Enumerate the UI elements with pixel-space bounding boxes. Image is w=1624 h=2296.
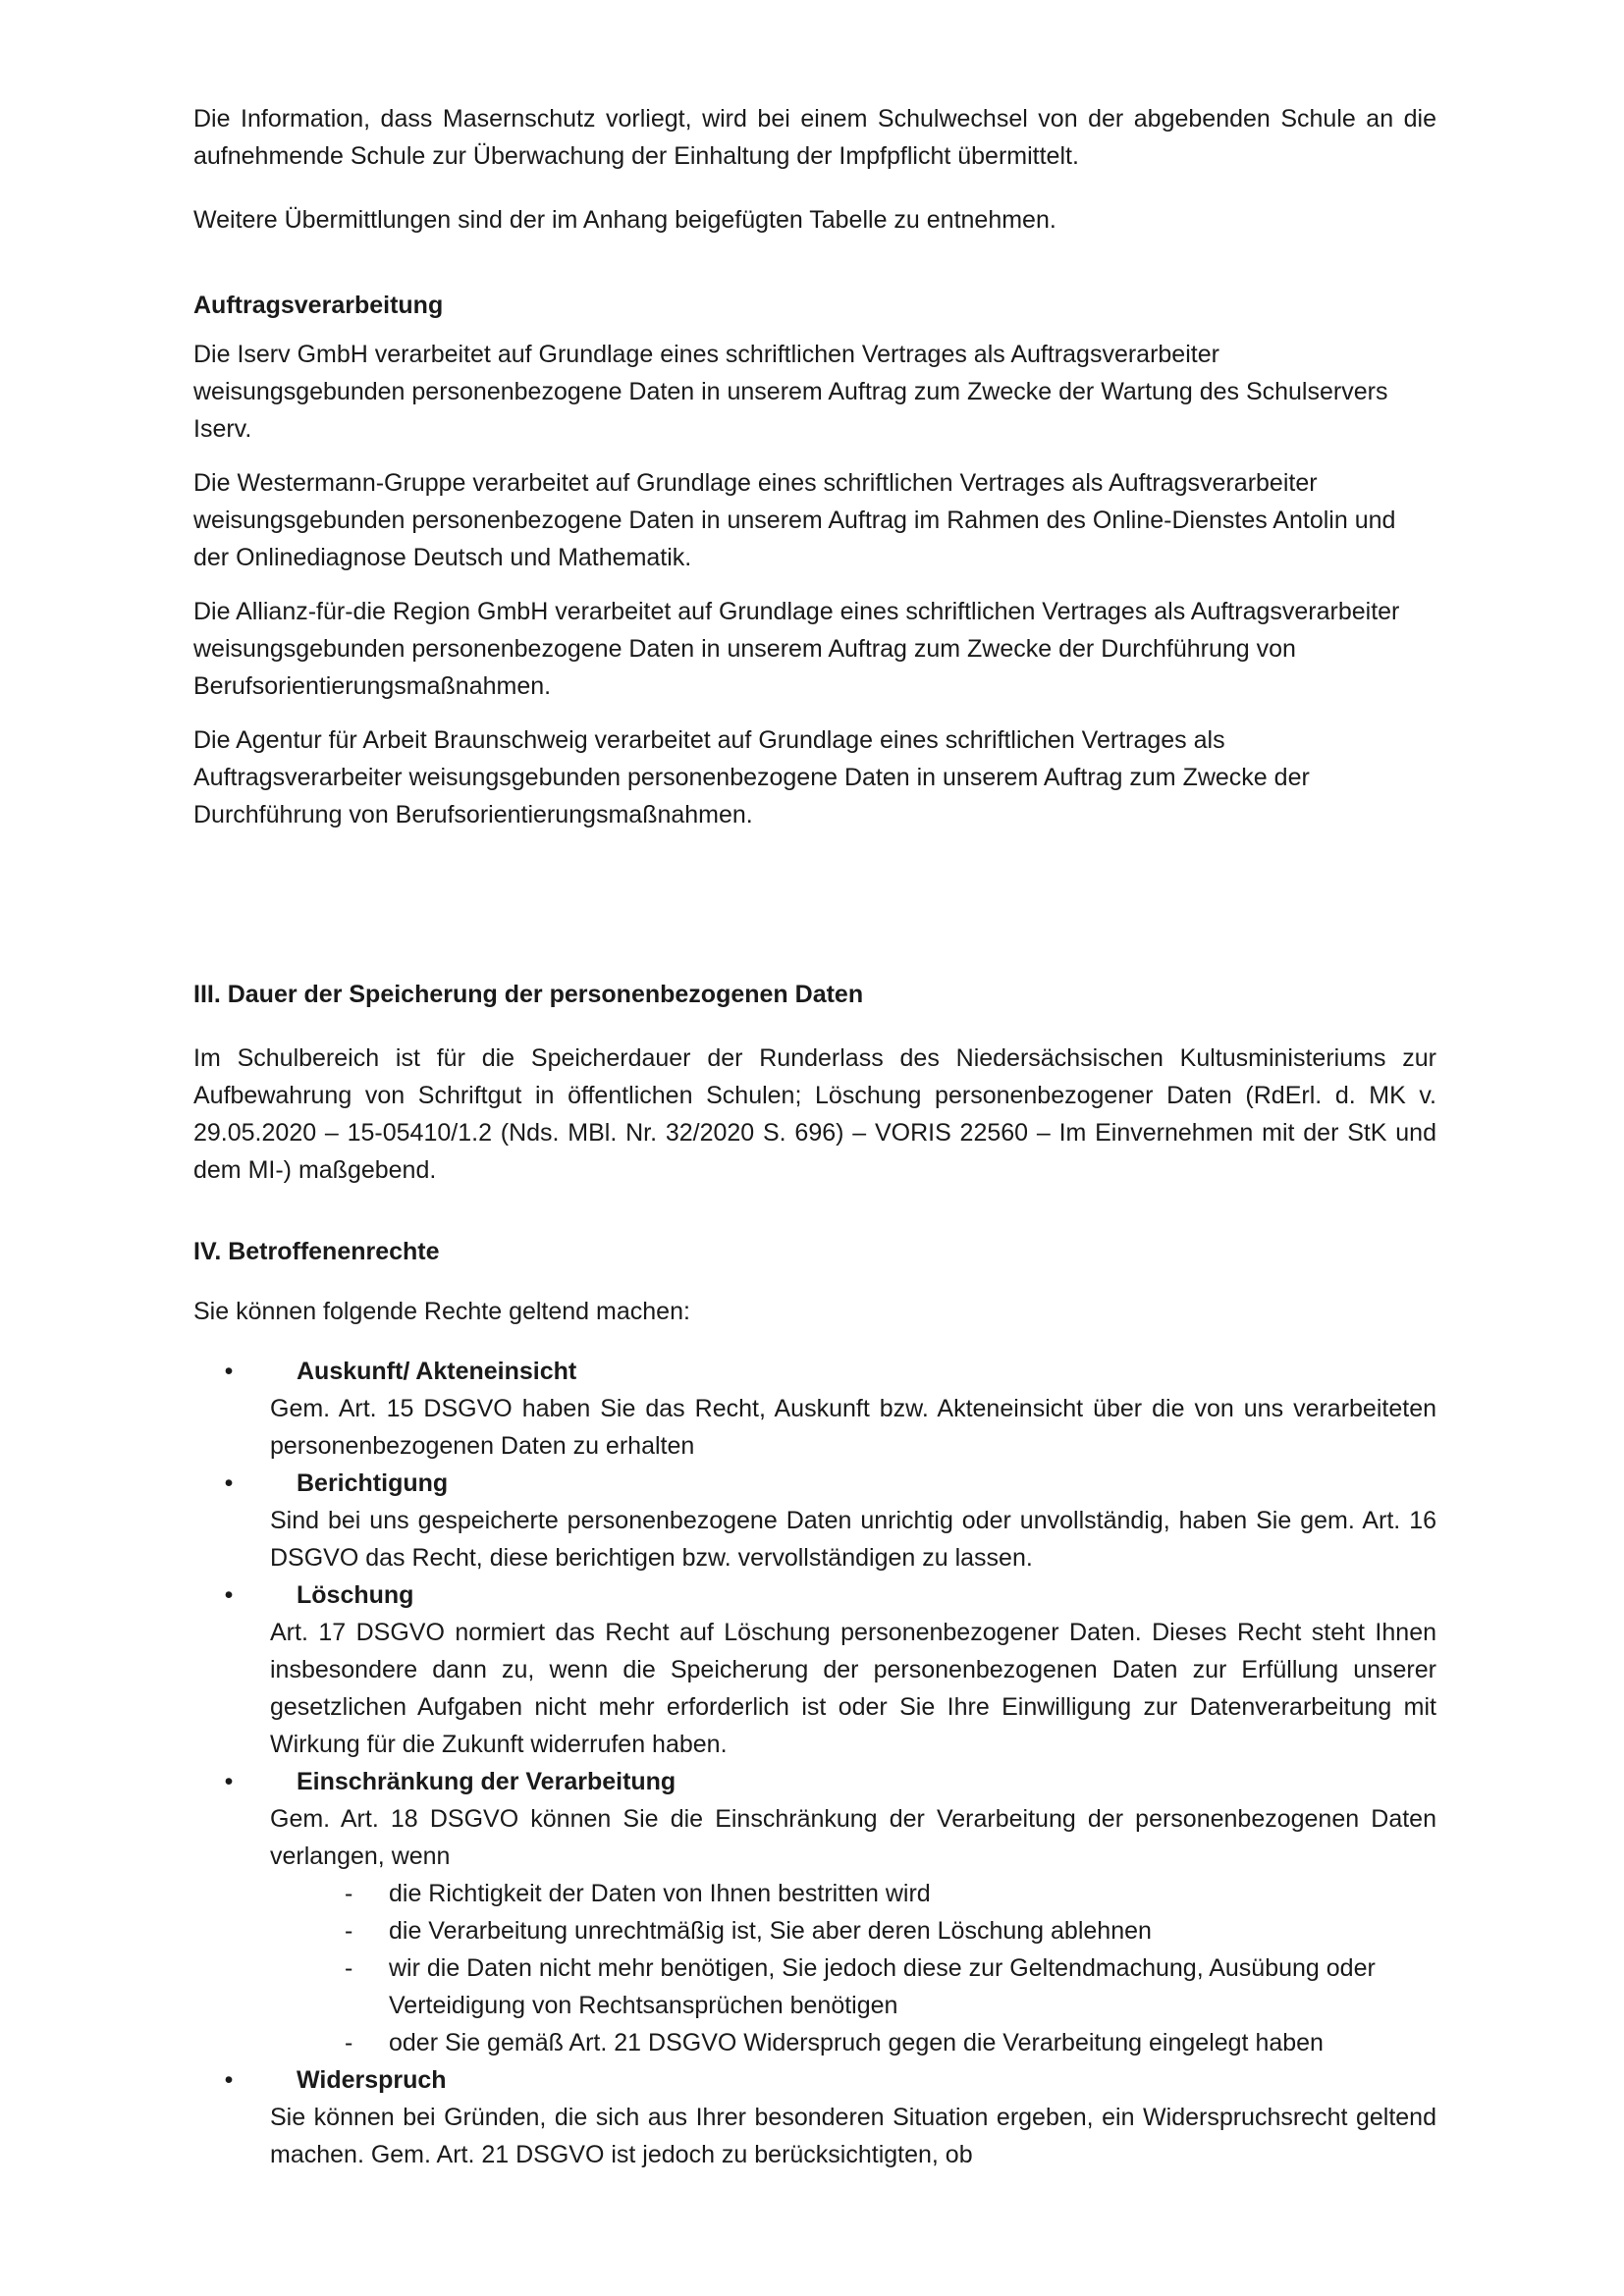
condition-text: die Verarbeitung unrechtmäßig ist, Sie aber deren Löschung ablehnen [389, 1917, 1152, 1945]
bullet-mark: • [224, 1768, 234, 1795]
rights-item-title: Löschung [297, 1581, 414, 1609]
auftrag-paragraph-westermann: Die Westermann-Gruppe verarbeitet auf Grundlage eines schriftlichen Vertrages als Auftragsverarbeiter weisungsgebunden personenbezogene Daten in unserem Auftrag im Rahmen des Online-Dienstes Antolin und der Onlinediagnose Deutsch und Mathematik. [193, 469, 1396, 571]
masernschutz-paragraph: Die Information, dass Masernschutz vorliegt, wird bei einem Schulwechsel von der abgebenden Schule an die aufnehmende Schule zur Überwachung der Einhaltung der Impfpflicht übermittelt. [193, 105, 1436, 170]
condition-text: oder Sie gemäß Art. 21 DSGVO Widerspruch gegen die Verarbeitung eingelegt haben [389, 2029, 1324, 2056]
auftragsverarbeitung-section [193, 287, 1436, 833]
einschraenkung-conditions-list [270, 1875, 1436, 2061]
condition-item [345, 1949, 1436, 2024]
dash-mark: - [345, 1880, 353, 1907]
betroffenenrechte-intro: Sie können folgende Rechte geltend machen: [193, 1298, 690, 1325]
auftrag-paragraph-iserv: Die Iserv GmbH verarbeitet auf Grundlage eines schriftlichen Vertrages als Auftragsverarbeiter weisungsgebunden personenbezogene Daten in unserem Auftrag zum Zwecke der Wartung des Schulservers Iserv. [193, 341, 1388, 443]
rights-item-title: Widerspruch [297, 2066, 447, 2094]
auftrag-paragraph-allianz: Die Allianz-für-die Region GmbH verarbeitet auf Grundlage eines schriftlichen Vertrages als Auftragsverarbeiter weisungsgebunden personenbezogene Daten in unserem Auftrag zum Zwecke der Durchführung von Berufsorientierungsmaßnahmen. [193, 598, 1400, 700]
intro-section [193, 100, 1436, 239]
condition-item [345, 2024, 1436, 2061]
rights-item-widerspruch [193, 2061, 1436, 2173]
bullet-mark: • [224, 2066, 234, 2094]
condition-item [345, 1875, 1436, 1912]
rights-list [193, 1353, 1436, 2173]
betroffenenrechte-section [193, 1233, 1436, 2173]
rights-item-text: Art. 17 DSGVO normiert das Recht auf Löschung personenbezogener Daten. Dieses Recht steht Ihnen insbesondere dann zu, wenn die Speicherung der personenbezogenen Daten zur Erfüllung unserer gesetzlichen Aufgaben nicht mehr erforderlich ist oder Sie Ihre Einwilligung zur Datenverarbeitung mit Wirkung für die Zukunft widerrufen haben. [270, 1619, 1436, 1758]
rights-item-text: Gem. Art. 18 DSGVO können Sie die Einschränkung der Verarbeitung der personenbezogenen Daten verlangen, wenn [270, 1805, 1436, 1870]
dash-mark: - [345, 1917, 353, 1945]
rights-item-title: Berichtigung [297, 1469, 449, 1497]
dash-mark: - [345, 1954, 353, 1982]
auftragsverarbeitung-heading: Auftragsverarbeitung [193, 292, 444, 319]
condition-text: wir die Daten nicht mehr benötigen, Sie jedoch diese zur Geltendmachung, Ausübung oder Verteidigung von Rechtsansprüchen benötigen [389, 1954, 1376, 2019]
auftrag-paragraph-agentur: Die Agentur für Arbeit Braunschweig verarbeitet auf Grundlage eines schriftlichen Vertrages als Auftragsverarbeiter weisungsgebunden personenbezogene Daten in unserem Auftrag zum Zwecke der Durchführung von Berufsorientierungsmaßnahmen. [193, 726, 1310, 828]
rights-item-title: Auskunft/ Akteneinsicht [297, 1358, 577, 1385]
speicherdauer-heading: III. Dauer der Speicherung der personenbezogenen Daten [193, 981, 864, 1008]
rights-item-einschraenkung [193, 1763, 1436, 2061]
speicherdauer-paragraph: Im Schulbereich ist für die Speicherdauer der Runderlass des Niedersächsischen Kultusministeriums zur Aufbewahrung von Schriftgut in öffentlichen Schulen; Löschung personenbezogener Daten (RdErl. d. MK v. 29.05.2020 – 15-05410/1.2 (Nds. MBl. Nr. 32/2020 S. 696) – VORIS 22560 – Im Einvernehmen mit der StK und dem MI-) maßgebend. [193, 1044, 1436, 1184]
condition-item [345, 1912, 1436, 1949]
rights-item-auskunft [193, 1353, 1436, 1465]
rights-item-title: Einschränkung der Verarbeitung [297, 1768, 677, 1795]
bullet-mark: • [224, 1469, 234, 1497]
bullet-mark: • [224, 1358, 234, 1385]
speicherdauer-section [193, 976, 1436, 1189]
rights-item-loeschung [193, 1576, 1436, 1763]
rights-item-text: Gem. Art. 15 DSGVO haben Sie das Recht, Auskunft bzw. Akteneinsicht über die von uns verarbeiteten personenbezogenen Daten zu erhalten [270, 1395, 1436, 1460]
bullet-mark: • [224, 1581, 234, 1609]
dash-mark: - [345, 2029, 353, 2056]
rights-item-text: Sind bei uns gespeicherte personenbezogene Daten unrichtig oder unvollständig, haben Sie gem. Art. 16 DSGVO das Recht, diese berichtigen bzw. vervollständigen zu lassen. [270, 1507, 1436, 1572]
condition-text: die Richtigkeit der Daten von Ihnen bestritten wird [389, 1880, 931, 1907]
rights-item-text: Sie können bei Gründen, die sich aus Ihrer besonderen Situation ergeben, ein Widerspruchsrecht geltend machen. Gem. Art. 21 DSGVO ist jedoch zu berücksichtigten, ob [270, 2104, 1436, 2168]
rights-item-berichtigung [193, 1465, 1436, 1576]
betroffenenrechte-heading: IV. Betroffenenrechte [193, 1238, 440, 1265]
uebermittlungen-paragraph: Weitere Übermittlungen sind der im Anhang beigefügten Tabelle zu entnehmen. [193, 206, 1056, 234]
